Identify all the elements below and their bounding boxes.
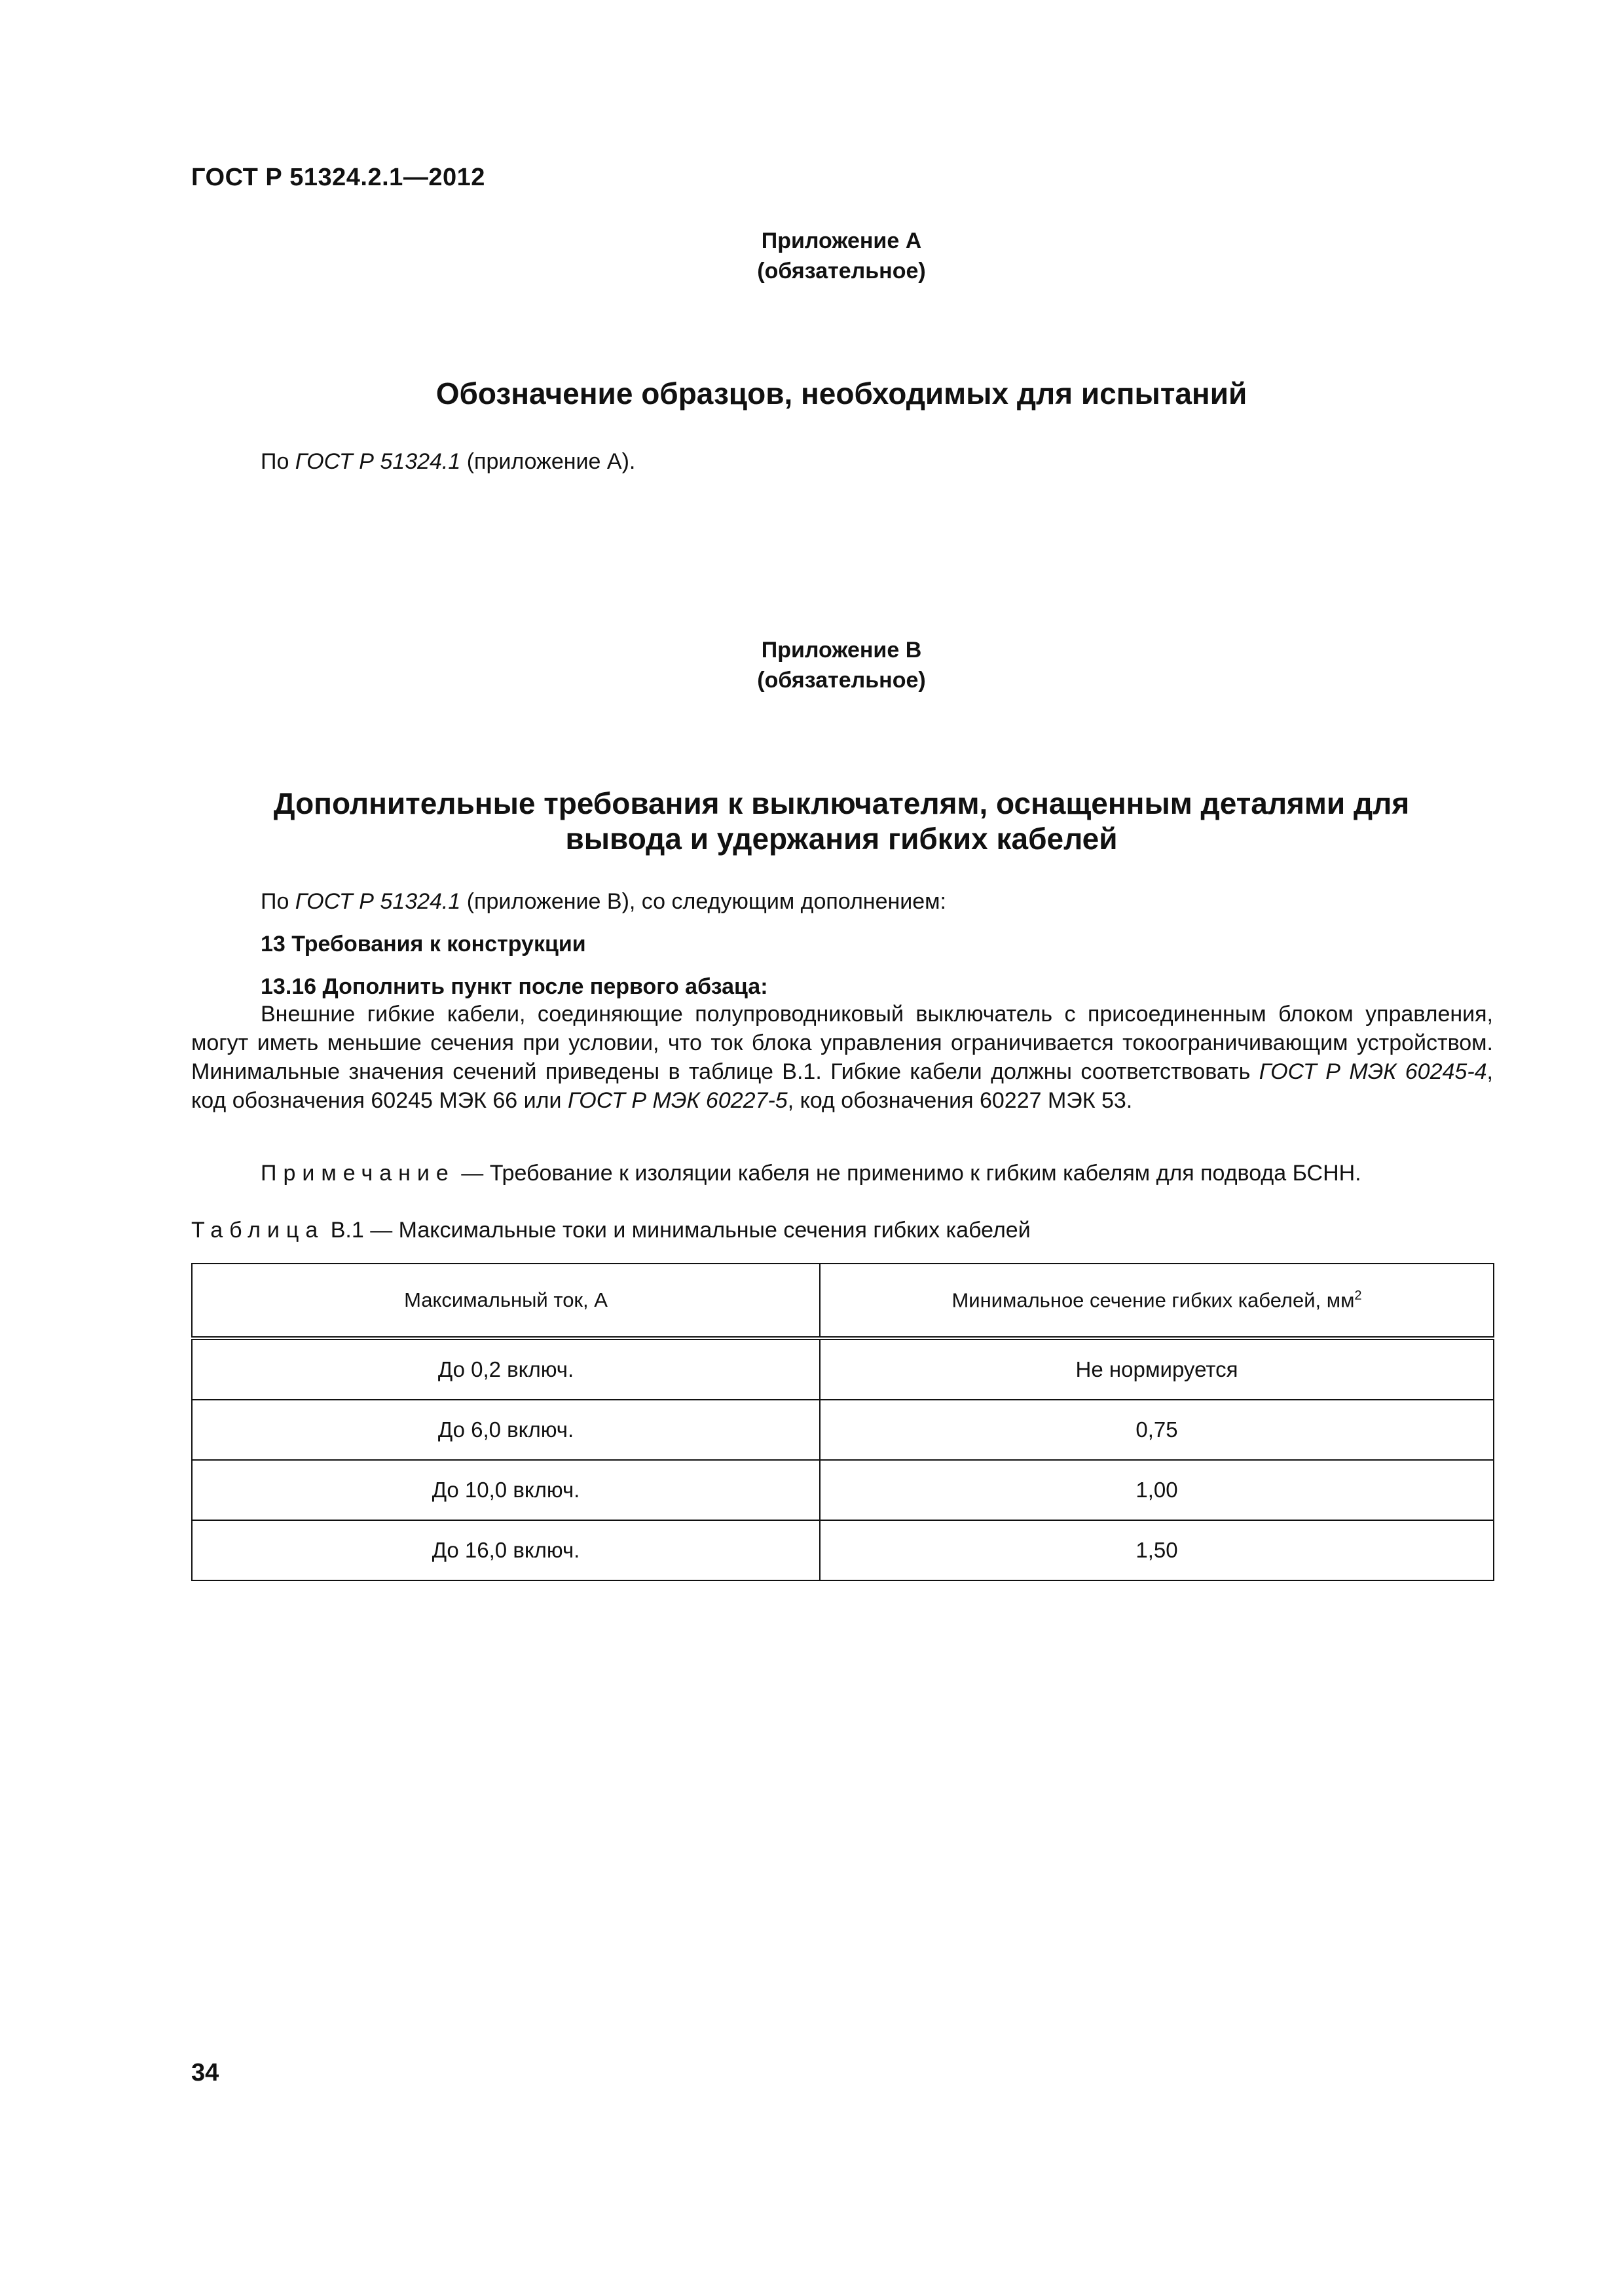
annex-b-heading <box>0 635 1624 695</box>
annex-a-label: Приложение А <box>761 228 922 253</box>
header-min-section-text: Минимальное сечение гибких кабелей, мм <box>951 1288 1355 1312</box>
table-caption <box>191 1218 1031 1243</box>
cell-section: 0,75 <box>820 1400 1494 1460</box>
table-caption-label: Таблица <box>191 1218 325 1243</box>
header-unit-exponent: 2 <box>1354 1288 1362 1303</box>
table-row <box>192 1460 1494 1520</box>
clause-reference-1: ГОСТ Р МЭК 60245-4 <box>1259 1059 1487 1084</box>
annex-b-intro-suffix: (приложение В), со следующим дополнением: <box>460 889 946 914</box>
annex-b-title <box>190 786 1493 856</box>
clause-reference-2: ГОСТ Р МЭК 60227-5 <box>567 1088 788 1113</box>
annex-b-intro-reference: ГОСТ Р 51324.1 <box>295 889 461 914</box>
cell-section: 1,50 <box>820 1520 1494 1580</box>
section-heading: 13 Требования к конструкции <box>261 932 586 957</box>
annex-a-reference: ГОСТ Р 51324.1 <box>295 449 461 474</box>
clause-text-part1: Внешние гибкие кабели, соединяющие полупроводниковый выключатель с присоединенным блоком управления, могут иметь меньшие сечения при условии, что ток блока управления ограничивается токоограничивающим устройством. Минимальные значения сечений приведены в таблице В.1. Гибкие кабели должны соответствовать <box>191 1002 1493 1084</box>
cell-current: До 0,2 включ. <box>192 1338 820 1400</box>
annex-a-title: Обозначение образцов, необходимых для испытаний <box>435 376 1247 410</box>
annex-b-status: (обязательное) <box>757 668 926 693</box>
note-label: Примечание <box>261 1161 455 1186</box>
annex-a-status: (обязательное) <box>757 259 926 283</box>
cell-current: До 6,0 включ. <box>192 1400 820 1460</box>
annex-a-text-suffix: (приложение А). <box>460 449 636 474</box>
clause-text-part3: , код обозначения 60227 МЭК 53. <box>787 1088 1133 1113</box>
cell-section: Не нормируется <box>820 1338 1494 1400</box>
clause-heading: 13.16 Дополнить пункт после первого абзаца: <box>261 974 768 999</box>
note <box>261 1159 1361 1188</box>
annex-b-title-line1: Дополнительные требования к выключателям, оснащенным деталями для <box>273 786 1410 820</box>
table-row <box>192 1520 1494 1580</box>
annex-b-label: Приложение В <box>761 638 922 663</box>
cell-current: До 16,0 включ. <box>192 1520 820 1580</box>
document-code: ГОСТ Р 51324.2.1—2012 <box>191 164 485 191</box>
annex-b-intro <box>261 887 946 916</box>
page-number: 34 <box>191 2059 219 2086</box>
annex-b-title-line2: вывода и удержания гибких кабелей <box>565 822 1118 856</box>
annex-a-text <box>261 447 635 476</box>
cable-table <box>191 1263 1494 1581</box>
annex-b-intro-prefix: По <box>261 889 295 914</box>
table-caption-text: В.1 — Максимальные токи и минимальные сечения гибких кабелей <box>324 1218 1031 1243</box>
annex-a-heading <box>0 226 1624 286</box>
clause-text-part2: , код обозначения 60245 МЭК 66 или <box>191 1059 1493 1113</box>
table-row <box>192 1400 1494 1460</box>
table-row <box>192 1338 1494 1400</box>
cell-current: До 10,0 включ. <box>192 1460 820 1520</box>
annex-a-text-prefix: По <box>261 449 295 474</box>
cell-section: 1,00 <box>820 1460 1494 1520</box>
note-text: — Требование к изоляции кабеля не применимо к гибким кабелям для подвода БСНН. <box>454 1161 1361 1186</box>
header-min-section <box>820 1264 1494 1338</box>
clause-text <box>191 1000 1493 1115</box>
header-max-current: Максимальный ток, А <box>192 1264 820 1338</box>
table-header-row <box>192 1264 1494 1338</box>
